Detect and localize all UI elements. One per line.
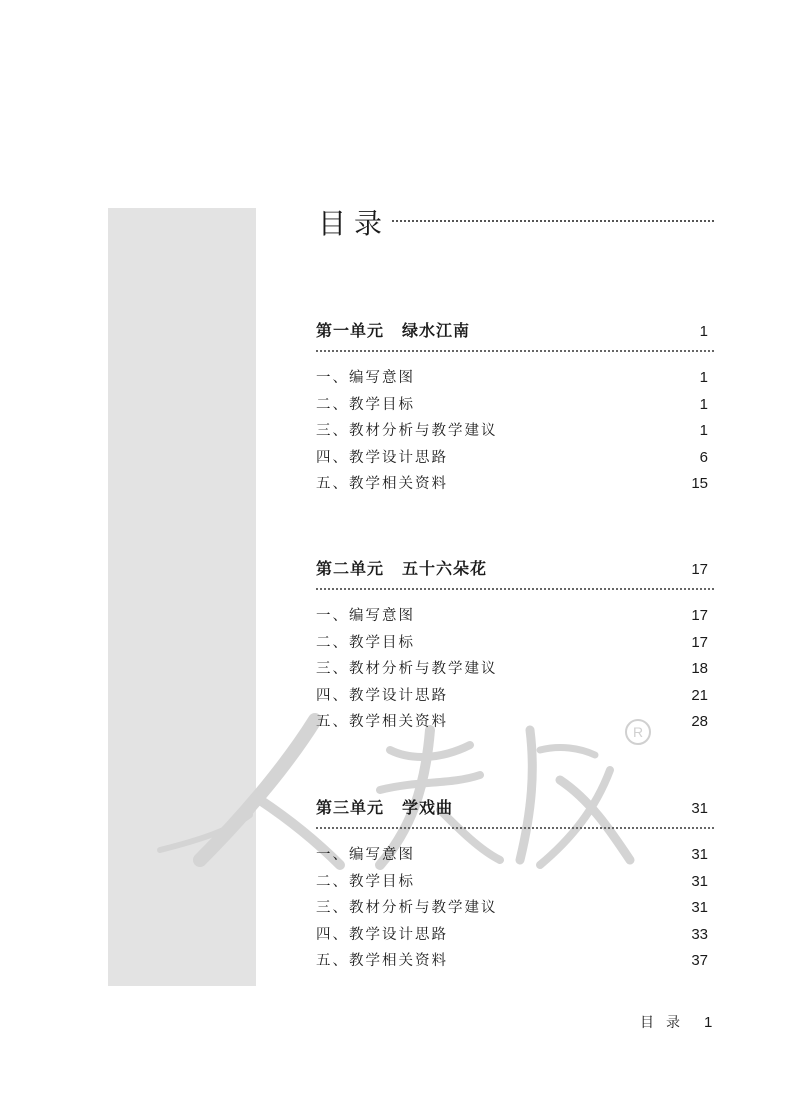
footer-page-number: 1 — [704, 1014, 713, 1031]
title-dotted-leader — [392, 220, 714, 222]
unit-subtitle: 学戏曲 — [402, 798, 454, 817]
unit-heading[interactable] — [316, 318, 714, 342]
entry-page: 31 — [691, 872, 708, 890]
unit-title: 第二单元 — [316, 559, 385, 578]
unit-dotted-rule — [316, 827, 714, 829]
footer-label: 目录 — [640, 1015, 692, 1031]
entry-label: 五、教学相关资料 — [316, 714, 448, 731]
toc-entry[interactable] — [316, 604, 714, 631]
unit-item-list — [316, 366, 714, 499]
toc-entry[interactable] — [316, 631, 714, 658]
entry-page: 31 — [691, 846, 708, 863]
toc-entry[interactable] — [316, 923, 714, 950]
entry-label: 四、教学设计思路 — [316, 449, 448, 466]
unit-subtitle: 绿水江南 — [402, 321, 471, 340]
unit-page-number: 1 — [699, 323, 708, 340]
entry-label: 五、教学相关资料 — [316, 476, 448, 493]
entry-page: 18 — [691, 660, 708, 678]
entry-label: 一、编写意图 — [316, 370, 415, 386]
entry-page: 21 — [691, 686, 708, 704]
toc-entry[interactable] — [316, 896, 714, 923]
toc-unit-3 — [316, 795, 714, 976]
unit-heading[interactable] — [316, 556, 714, 580]
toc-entry[interactable] — [316, 843, 714, 870]
toc-entry[interactable] — [316, 657, 714, 684]
entry-label: 二、教学目标 — [316, 396, 415, 413]
toc-entry[interactable] — [316, 949, 714, 976]
toc-entry[interactable] — [316, 393, 714, 420]
entry-page: 28 — [691, 713, 708, 731]
entry-label: 一、编写意图 — [316, 608, 415, 624]
unit-page-number: 17 — [691, 561, 708, 578]
entry-label: 五、教学相关资料 — [316, 953, 448, 970]
entry-page: 37 — [691, 952, 708, 970]
unit-item-list — [316, 604, 714, 737]
entry-page: 31 — [691, 899, 708, 917]
unit-dotted-rule — [316, 588, 714, 590]
toc-header — [318, 196, 714, 246]
entry-label: 四、教学设计思路 — [316, 687, 448, 704]
unit-item-list — [316, 843, 714, 976]
svg-text:R: R — [632, 724, 644, 740]
entry-label: 四、教学设计思路 — [316, 926, 448, 943]
entry-label: 二、教学目标 — [316, 873, 415, 890]
unit-page-number: 31 — [691, 800, 708, 817]
toc-unit-2 — [316, 556, 714, 737]
entry-label: 三、教材分析与教学建议 — [316, 661, 498, 678]
entry-label: 三、教材分析与教学建议 — [316, 423, 498, 440]
toc-entry[interactable] — [316, 366, 714, 393]
page-title: 目录 — [318, 207, 391, 240]
entry-page: 1 — [699, 369, 708, 386]
page-footer — [640, 1012, 712, 1032]
entry-page: 1 — [699, 422, 708, 440]
unit-subtitle: 五十六朵花 — [402, 559, 488, 578]
entry-page: 15 — [691, 475, 708, 493]
toc-entry[interactable] — [316, 870, 714, 897]
entry-page: 6 — [699, 448, 708, 466]
entry-page: 17 — [691, 633, 708, 651]
toc-entry[interactable] — [316, 446, 714, 473]
toc-entry[interactable] — [316, 684, 714, 711]
toc-entry[interactable] — [316, 472, 714, 499]
toc-entry[interactable] — [316, 710, 714, 737]
unit-title: 第三单元 — [316, 798, 385, 817]
entry-label: 二、教学目标 — [316, 634, 415, 651]
unit-title: 第一单元 — [316, 321, 385, 340]
entry-page: 17 — [691, 607, 708, 624]
entry-page: 33 — [691, 925, 708, 943]
unit-heading[interactable] — [316, 795, 714, 819]
entry-page: 1 — [699, 395, 708, 413]
unit-dotted-rule — [316, 350, 714, 352]
entry-label: 三、教材分析与教学建议 — [316, 900, 498, 917]
entry-label: 一、编写意图 — [316, 847, 415, 863]
toc-entry[interactable] — [316, 419, 714, 446]
toc-unit-1 — [316, 318, 714, 499]
